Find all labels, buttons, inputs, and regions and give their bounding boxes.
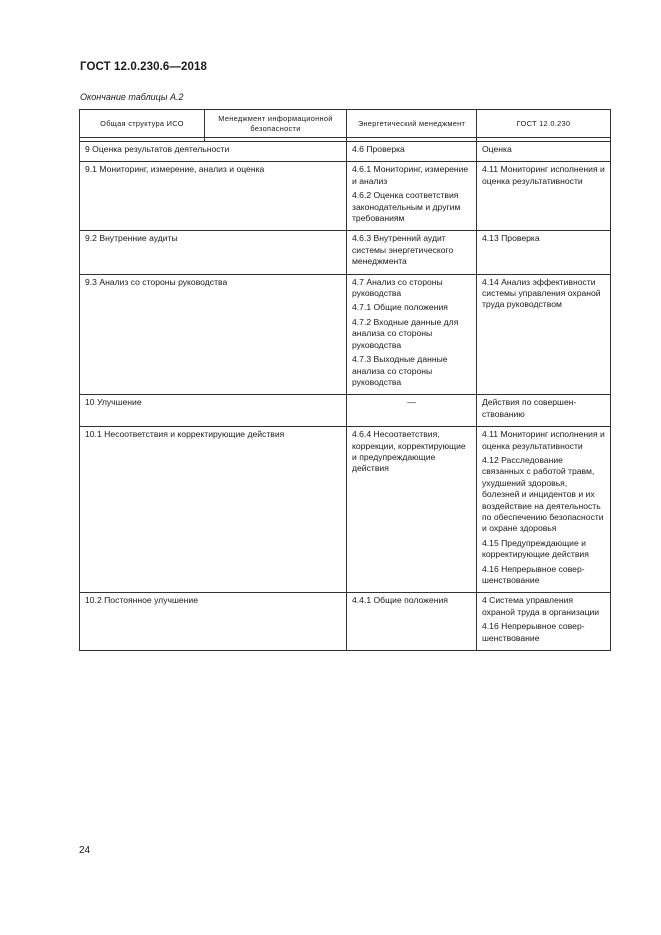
table-row — [80, 427, 611, 593]
iso-cell: 10.1 Несоответствия и корректирующие действия — [80, 427, 347, 593]
energy-cell — [347, 142, 477, 162]
energy-cell — [347, 162, 477, 231]
cell-line: 4.14 Анализ эффективности системы управления охраной труда руководством — [482, 276, 601, 310]
gost-cell — [477, 162, 611, 231]
table-row — [80, 593, 611, 651]
gost-cell — [477, 395, 611, 427]
energy-cell — [347, 274, 477, 395]
cell-line: 4.13 Проверка — [482, 233, 540, 244]
energy-cell — [347, 395, 477, 427]
page-number: 24 — [79, 845, 91, 856]
cell-line: 4.16 Непрерывное совершенствование — [482, 563, 585, 585]
table-row — [80, 142, 611, 162]
cell-line: 4.7.1 Общие положения — [352, 302, 448, 313]
column-header-infosec: Менеджмент информационной безопасности — [205, 110, 347, 138]
cell-line: 4.11 Мониторинг исполнения и оценка результативности — [482, 164, 605, 186]
cell-line: 4.7.3 Выходные данные анализа со стороны руководства — [352, 354, 448, 387]
gost-cell — [477, 593, 611, 651]
iso-cell: 9 Оценка результатов деятельности — [80, 142, 347, 162]
gost-cell — [477, 427, 611, 593]
cell-line: 4.12 Расследование связанных с работой травм, ухудшений здоровья, болезней и инцидентов и их воздействие на деятельность по обеспечению безопасности и охране здоровья — [482, 454, 604, 534]
document-code: ГОСТ 12.0.230.6—2018 — [80, 61, 207, 73]
table-row — [80, 162, 611, 231]
cell-line: 4.6.3 Внутренний аудит системы энергетического менеджмента — [352, 233, 454, 267]
energy-cell — [347, 593, 477, 651]
cell-line: Оценка — [482, 144, 512, 154]
gost-cell — [477, 142, 611, 162]
cell-line: 4 Система управления охраной труда в организации — [482, 595, 600, 617]
cell-line: 4.15 Предупреждающие и корректирующие действия — [482, 537, 589, 560]
cell-line: — — [407, 397, 416, 408]
cell-line: 4.6 Проверка — [352, 144, 405, 154]
column-header-iso: Общая структура ИСО — [80, 110, 205, 138]
table-row — [80, 231, 611, 274]
iso-cell: 10.2 Постоянное улучшение — [80, 593, 347, 651]
cell-line: 4.16 Непрерывное совершенствование — [482, 621, 585, 643]
column-header-energy: Энергетический менеджмент — [347, 110, 477, 138]
table-row — [80, 274, 611, 395]
iso-cell: 10 Улучшение — [80, 395, 347, 427]
cell-line: Действия по совершенствованию — [482, 397, 577, 419]
column-header-gost: ГОСТ 12.0.230 — [477, 110, 611, 138]
cell-line: 4.6.1 Мониторинг, измерение и анализ — [352, 164, 469, 186]
gost-cell — [477, 274, 611, 395]
cell-line: 4.6.2 Оценка соответствия законодательным и другим требованиям — [352, 190, 461, 224]
gost-cell — [477, 231, 611, 274]
iso-cell: 9.1 Мониторинг, измерение, анализ и оценка — [80, 162, 347, 231]
iso-cell: 9.3 Анализ со стороны руководства — [80, 274, 347, 395]
iso-cell: 9.2 Внутренние аудиты — [80, 231, 347, 274]
cell-line: 4.7.2 Входные данные для анализа со стороны руководства — [352, 316, 459, 350]
energy-cell — [347, 427, 477, 593]
table-row — [80, 395, 611, 427]
cell-line: 4.6.4 Несоответствия, коррекции, корректирующие и предупреждающие действия — [352, 429, 466, 474]
table-caption: Окончание таблицы А.2 — [80, 92, 184, 102]
comparison-table — [79, 109, 611, 651]
energy-cell — [347, 231, 477, 274]
cell-line: 4.11 Мониторинг исполнения и оценка результативности — [482, 429, 605, 451]
cell-line: 4.4.1 Общие положения — [352, 595, 448, 606]
table-header-row — [80, 110, 611, 138]
cell-line: 4.7 Анализ со стороны руководства — [352, 276, 443, 299]
